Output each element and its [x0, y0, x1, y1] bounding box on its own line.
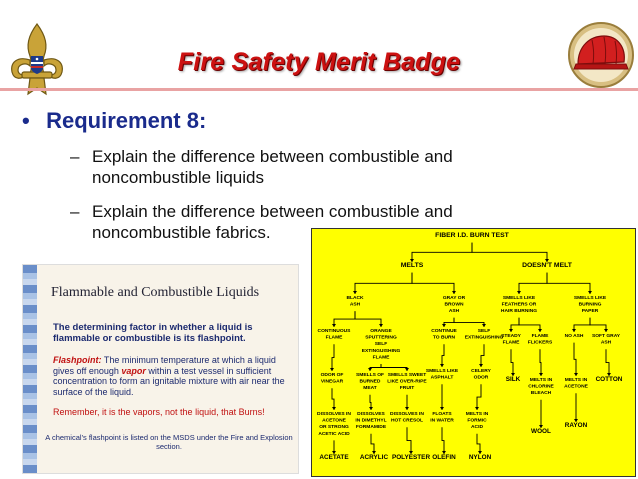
chart-connector: [547, 273, 590, 294]
chart-node-orange: ORANGE SPUTTERING SELF EXTINGUISHING FLAME: [361, 329, 401, 361]
chart-connector: [444, 318, 454, 327]
chart-node-root: FIBER I.D. BURN TEST: [435, 232, 509, 239]
chart-arrowhead: [572, 329, 576, 332]
chart-arrowhead: [353, 291, 357, 294]
decorative-strip: [23, 265, 37, 473]
flashpoint-term: Flashpoint:: [53, 355, 102, 365]
flashpoint-definition: [53, 355, 293, 397]
chart-connector: [477, 384, 481, 410]
chart-connector: [442, 427, 444, 454]
chart-connector: [334, 311, 355, 327]
chart-node-black: BLACK ASH: [346, 296, 364, 308]
chart-node-formic: MELTS IN FORMIC ACID: [465, 412, 489, 431]
panel-paragraph: The determining factor in whether a liquid is flammable or combustible is its flashpoint.: [53, 322, 253, 344]
chart-node-nylon: NYLON: [468, 454, 492, 461]
chart-node-ctb: CONTINUE TO BURN: [431, 329, 457, 341]
chart-connector: [472, 243, 547, 262]
chart-arrowhead: [604, 329, 608, 332]
sub-bullet-text: Explain the difference between combustible and noncombustible fabrics.: [92, 202, 453, 242]
chart-connector: [442, 344, 444, 367]
chart-connector: [574, 343, 576, 376]
chart-node-burnedmeat: SMELLS OF BURNED MEAT: [356, 373, 384, 392]
chart-node-selfx: SELF EXTINGUISHING: [464, 329, 504, 341]
chart-node-flick: FLAME FLICKERS: [527, 334, 553, 346]
sub-bullet-liquids: [70, 146, 570, 190]
chart-arrowhead: [440, 364, 444, 367]
chart-arrowhead: [379, 324, 383, 327]
chart-node-olefin: OLEFIN: [432, 454, 456, 461]
chart-node-diss2: DISSOLVES IN DIMETHYL FORMAMIDE: [355, 412, 387, 431]
chart-connector: [519, 273, 547, 294]
chart-node-chlorine: MELTS IN CHLORINE BLEACH: [528, 378, 554, 397]
chart-arrowhead: [517, 291, 521, 294]
chart-arrowhead: [452, 291, 456, 294]
definition-text: within a test vessel in sufficient concentration to form an ignitable mixture with air near the surface of the liquid.: [53, 365, 285, 397]
chart-connector: [355, 273, 412, 294]
chart-node-noash: NO ASH: [564, 334, 584, 339]
chart-arrowhead: [332, 324, 336, 327]
chart-node-acetate: ACETATE: [319, 454, 349, 461]
chart-node-celery: CELERY ODOR: [471, 369, 491, 381]
chart-node-gray: GRAY OR BROWN ASH: [442, 296, 466, 315]
chart-connector: [407, 427, 411, 454]
chart-arrowhead: [538, 329, 542, 332]
chart-svg: [312, 229, 635, 476]
chart-arrowhead: [405, 368, 409, 371]
chart-arrowhead: [405, 407, 409, 410]
chart-connector: [481, 344, 484, 367]
chart-connector: [332, 344, 334, 371]
fiber-burn-test-chart: [311, 228, 636, 477]
vapor-term: vapor: [121, 365, 146, 376]
chart-node-cotton: COTTON: [595, 376, 623, 383]
chart-node-wool: WOOL: [531, 428, 551, 435]
chart-connector: [454, 318, 484, 327]
requirement-heading: [22, 108, 206, 134]
liquids-info-panel: [22, 264, 299, 474]
chart-connector: [540, 349, 541, 376]
chart-arrowhead: [442, 324, 446, 327]
chart-node-acrylic: ACRYLIC: [359, 454, 389, 461]
chart-arrowhead: [330, 368, 334, 371]
dash-icon: –: [70, 202, 80, 221]
chart-node-floats: FLOATS IN WATER: [430, 412, 454, 424]
chart-node-rayon: RAYON: [564, 422, 588, 429]
title-underline: [0, 88, 638, 91]
chart-node-paper: SMELLS LIKE BURNING PAPER: [573, 296, 607, 315]
chart-arrowhead: [539, 373, 543, 376]
chart-connector: [574, 318, 590, 332]
definition-text: The minimum temperature at which a liquid gives off enough: [53, 355, 276, 376]
chart-node-asphalt: SMELLS LIKE ASPHALT: [425, 369, 459, 381]
chart-node-diss3: DISSOLVES IN HOT CRESOL: [390, 412, 424, 424]
chart-connector: [412, 243, 472, 262]
chart-arrowhead: [588, 291, 592, 294]
chart-node-polyester: POLYESTER: [391, 454, 431, 461]
chart-arrowhead: [479, 364, 483, 367]
bullet-icon: •: [22, 108, 30, 133]
chart-arrowhead: [482, 324, 486, 327]
chart-connector: [477, 434, 480, 454]
requirement-text: Requirement 8:: [46, 108, 207, 133]
chart-node-feath: SMELLS LIKE FEATHERS OR HAIR BURNING: [500, 296, 538, 315]
chart-node-cont: CONTINUOUS FLAME: [317, 329, 351, 341]
chart-node-steady: STEADY FLAME: [501, 334, 521, 346]
chart-arrowhead: [369, 407, 373, 410]
chart-node-vinegar: ODOR OF VINEGAR: [320, 373, 344, 385]
chart-node-softgray: SOFT GRAY ASH: [591, 334, 621, 346]
chart-arrowhead: [574, 373, 578, 376]
chart-arrowhead: [509, 329, 513, 332]
chart-node-acetone2: MELTS IN ACETONE: [564, 378, 588, 390]
chart-connector: [332, 388, 334, 410]
chart-connector: [370, 364, 381, 371]
chart-node-silk: SILK: [505, 376, 521, 383]
chart-node-melts: MELTS: [400, 262, 424, 269]
chart-arrowhead: [368, 368, 372, 371]
chart-connector: [590, 318, 606, 332]
chart-connector: [519, 318, 540, 332]
chart-arrowhead: [475, 407, 479, 410]
chart-arrowhead: [332, 407, 336, 410]
dash-icon: –: [70, 147, 80, 166]
panel-remember-note: Remember, it is the vapors, not the liquid, that Burns!: [53, 407, 265, 417]
chart-node-diss1: DISSOLVES IN ACETONE OR STRONG ACETIC ACID: [317, 412, 351, 437]
chart-connector: [412, 273, 454, 294]
chart-node-overripe: SMELLS SWEET LIKE OVER-RIPE FRUIT: [387, 373, 427, 392]
chart-connector: [381, 364, 407, 371]
panel-title: Flammable and Combustible Liquids: [51, 285, 260, 300]
panel-footnote: A chemical's flashpoint is listed on the MSDS under the Fire and Explosion section.: [45, 433, 293, 451]
chart-connector: [355, 311, 381, 327]
chart-node-dm: DOESN'T MELT: [522, 262, 572, 269]
chart-connector: [606, 349, 609, 376]
sub-bullet-text: Explain the difference between combustible and noncombustible liquids: [92, 147, 453, 187]
slide-title: Fire Safety Merit Badge: [177, 48, 461, 76]
chart-arrowhead: [440, 407, 444, 410]
chart-connector: [371, 434, 374, 454]
chart-connector: [511, 349, 513, 376]
